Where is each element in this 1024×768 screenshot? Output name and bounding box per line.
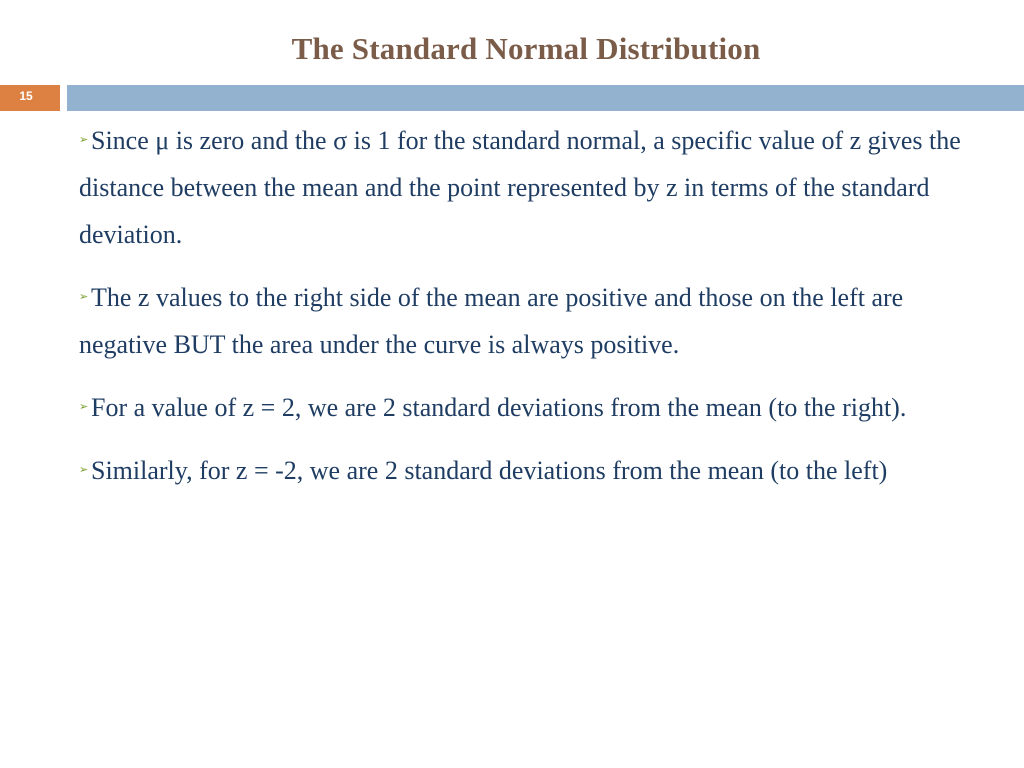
page-number: 15 (19, 89, 33, 103)
bullet-item (79, 117, 979, 258)
bullet-item (79, 274, 979, 368)
bullet-item (79, 384, 979, 431)
header-bar (67, 85, 1024, 111)
bullet-list (79, 117, 979, 510)
bullet-item (79, 447, 979, 494)
bullet-text: Since μ is zero and the σ is 1 for the standard normal, a specific value of z gives the distance between the mean and the point represented by z in terms of the standard deviation. (79, 126, 961, 249)
slide-title: The Standard Normal Distribution (291, 31, 761, 66)
page-number-box (0, 85, 60, 111)
arrowhead-bullet-icon: ➢ (79, 463, 89, 476)
bullet-text: Similarly, for z = -2, we are 2 standard deviations from the mean (to the left) (91, 456, 888, 485)
bullet-text: The z values to the right side of the mean are positive and those on the left are negative BUT the area under the curve is always positive. (79, 283, 904, 359)
arrowhead-bullet-icon: ➢ (79, 133, 89, 146)
arrowhead-bullet-icon: ➢ (79, 400, 89, 413)
arrowhead-bullet-icon: ➢ (79, 290, 89, 303)
bullet-text: For a value of z = 2, we are 2 standard deviations from the mean (to the right). (91, 393, 907, 422)
